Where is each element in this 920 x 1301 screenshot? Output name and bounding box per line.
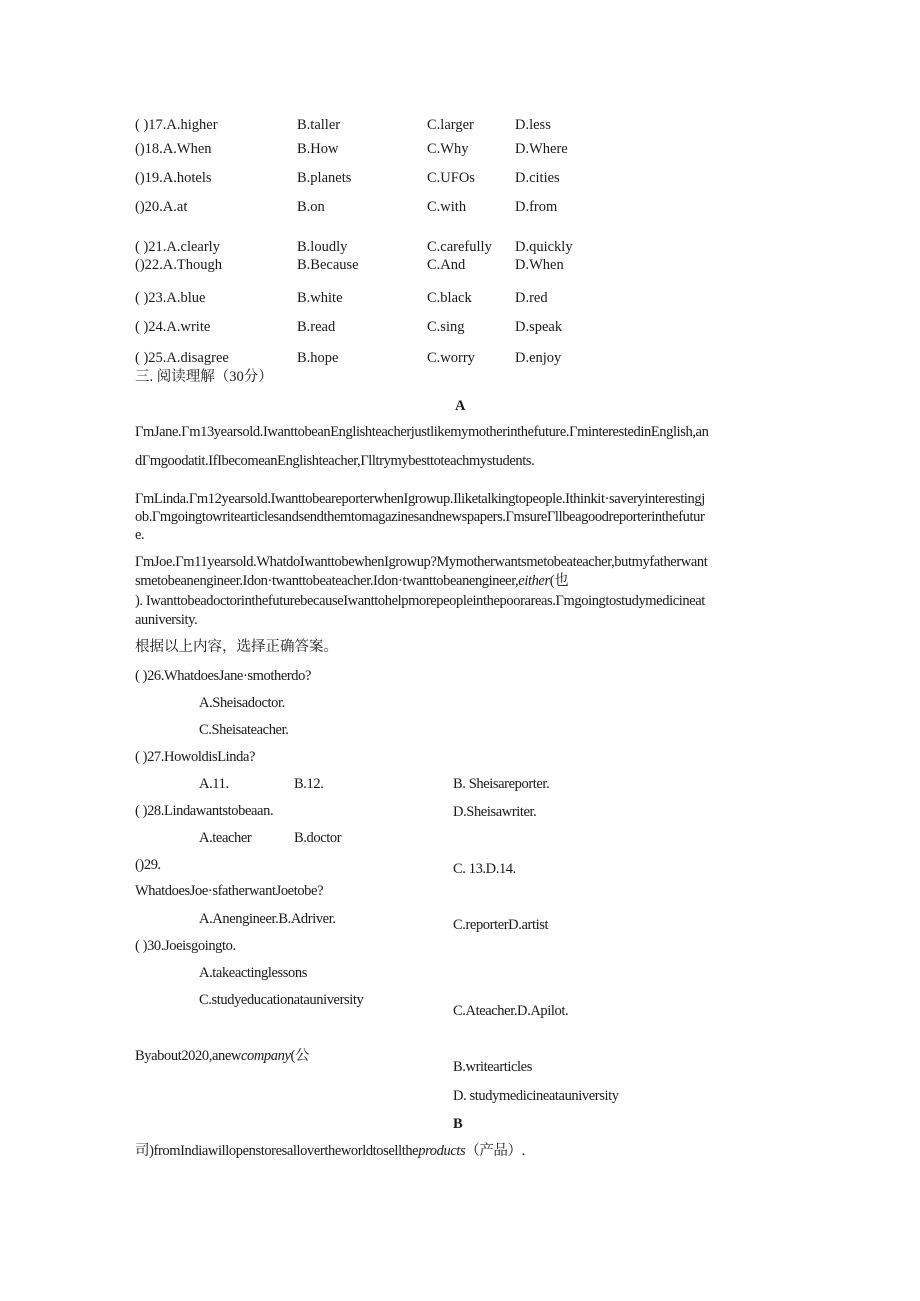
q27-option-b: B.12. [294, 776, 324, 792]
q28-stem: ( )28.Lindawantstobeaan. [135, 803, 274, 819]
reading-instruction: 根据以上内容，选择正确答案。 [135, 639, 338, 655]
mc-row-24-stem: ( )24.A.write [135, 319, 211, 335]
mc-row-23-option-b: B.white [297, 290, 343, 306]
passage-a-heading: A [455, 398, 466, 414]
q30-option-a: A.takeactinglessons [199, 965, 307, 981]
mc-row-19-option-d: D.cities [515, 170, 560, 186]
mc-row-25-stem: ( )25.A.disagree [135, 350, 229, 366]
q30-option-c: C.studyeducationatauniversity [199, 992, 364, 1008]
mc-row-23-option-c: C.black [427, 290, 472, 306]
mc-row-22-option-d: D.When [515, 257, 564, 273]
mc-row-17-option-d: D.less [515, 117, 551, 133]
q28-options-cd: C.reporterD.artist [453, 917, 549, 933]
passage-a-jane-line-1: ΓmJane.Γm13yearsold.IwanttobeanEnglishteacherjustlikemymotherinthefuture.ΓminterestedinEnglish,an [135, 424, 709, 440]
passage-b-line-2-italic: products [418, 1143, 466, 1159]
q28-option-a: A.teacher [199, 830, 252, 846]
mc-row-17-option-b: B.taller [297, 117, 341, 133]
q30-option-b: B.writearticles [453, 1059, 532, 1075]
mc-row-19-option-c: C.UFOs [427, 170, 475, 186]
passage-b-line-2 [135, 1142, 525, 1160]
q26-stem: ( )26.WhatdoesJane·smotherdo? [135, 668, 312, 684]
mc-row-21-option-b: B.loudly [297, 239, 348, 255]
passage-a-joe-line-1: ΓmJoe.Γm11yearsold.WhatdoIwanttobewhenIgrowup?Mymotherwantsmetobeateacher,butmyfatherwant [135, 554, 708, 570]
joe-line-2-text: smetobeanengineer.Idon·twanttobeateacher.Idon·twanttobeanengineer, [135, 573, 519, 589]
mc-row-18-option-d: D.Where [515, 141, 568, 157]
section-3-title: 三. 阅读理解（30分） [135, 369, 273, 385]
mc-row-25-option-b: B.hope [297, 350, 339, 366]
q29-stem-number: ()29. [135, 857, 161, 873]
mc-row-18-option-c: C.Why [427, 141, 469, 157]
passage-b-line-1-italic: company [240, 1048, 291, 1064]
mc-row-22-stem: ()22.A.Though [135, 257, 222, 273]
mc-row-20-stem: ()20.A.at [135, 199, 188, 215]
passage-a-joe-line-3: ). IwanttobeadoctorinthefuturebecauseIwanttohelpmorepeopleinthepoorareas.Γmgoingtostudymedicineat [135, 593, 705, 609]
mc-row-21-option-d: D.quickly [515, 239, 573, 255]
mc-row-20-option-c: C.with [427, 199, 467, 215]
mc-row-19-option-b: B.planets [297, 170, 352, 186]
passage-a-joe-line-4: auniversity. [135, 612, 198, 628]
passage-b-line-2-text: 司)fromIndiawillopenstoresallovertheworldtosellthe [135, 1143, 419, 1159]
passage-b-line-1-tail: (公 [290, 1048, 310, 1064]
passage-a-joe-line-2 [135, 572, 568, 590]
q29-options-cd: C.Ateacher.D.Apilot. [453, 1003, 569, 1019]
q26-option-b: B. Sheisareporter. [453, 776, 550, 792]
mc-row-22-option-b: B.Because [297, 257, 359, 273]
q27-stem: ( )27.HowoldisLinda? [135, 749, 256, 765]
mc-row-24-option-d: D.speak [515, 319, 563, 335]
passage-a-linda-line-1: ΓmLinda.Γm12yearsold.IwanttobeareporterwhenIgrowup.Iliketalkingtopeople.Ithinkit·saveryinterestingj [135, 491, 705, 507]
q26-option-c: C.Sheisateacher. [199, 722, 289, 738]
q30-option-d: D. studymedicineatauniversity [453, 1088, 619, 1104]
passage-b-heading: B [453, 1116, 463, 1132]
q29-stem-text: WhatdoesJoe·sfatherwantJoetobe? [135, 883, 324, 899]
mc-row-21-option-c: C.carefully [427, 239, 492, 255]
mc-row-17-option-c: C.larger [427, 117, 474, 133]
mc-row-18-stem: ()18.A.When [135, 141, 212, 157]
mc-row-23-option-d: D.red [515, 290, 548, 306]
passage-a-jane-line-2: dΓmgoodatit.IfIbecomeanEnglishteacher,Γlltrymybesttoteachmystudents. [135, 453, 535, 469]
q27-option-a: A.11. [199, 776, 229, 792]
mc-row-23-stem: ( )23.A.blue [135, 290, 206, 306]
mc-row-25-option-c: C.worry [427, 350, 475, 366]
q30-stem: ( )30.Joeisgoingto. [135, 938, 236, 954]
mc-row-20-option-b: B.on [297, 199, 325, 215]
joe-line-2-italic: either [518, 573, 550, 589]
mc-row-18-option-b: B.How [297, 141, 339, 157]
mc-row-21-stem: ( )21.A.clearly [135, 239, 220, 255]
mc-row-24-option-b: B.read [297, 319, 336, 335]
mc-row-20-option-d: D.from [515, 199, 558, 215]
mc-row-25-option-d: D.enjoy [515, 350, 562, 366]
passage-b-line-1 [135, 1047, 309, 1065]
mc-row-17-stem: ( )17.A.higher [135, 117, 218, 133]
passage-b-line-1-text: Byabout2020,anew [135, 1048, 241, 1064]
passage-b-line-2-tail: （产品）. [465, 1143, 525, 1159]
passage-a-linda-line-2: ob.Γmgoingtowritearticlesandsendthemtomagazinesandnewspapers.ΓmsureΓllbeagoodreporterinthefutur [135, 509, 705, 525]
q28-option-b: B.doctor [294, 830, 342, 846]
mc-row-19-stem: ()19.A.hotels [135, 170, 212, 186]
passage-a-linda-line-3: e. [135, 527, 145, 543]
q29-options-ab: A.Anengineer.B.Adriver. [199, 911, 336, 927]
mc-row-22-option-c: C.And [427, 257, 466, 273]
q27-options-cd: C. 13.D.14. [453, 861, 516, 877]
joe-line-2-tail: (也 [549, 573, 569, 589]
q26-option-d: D.Sheisawriter. [453, 804, 537, 820]
mc-row-24-option-c: C.sing [427, 319, 465, 335]
q26-option-a: A.Sheisadoctor. [199, 695, 285, 711]
